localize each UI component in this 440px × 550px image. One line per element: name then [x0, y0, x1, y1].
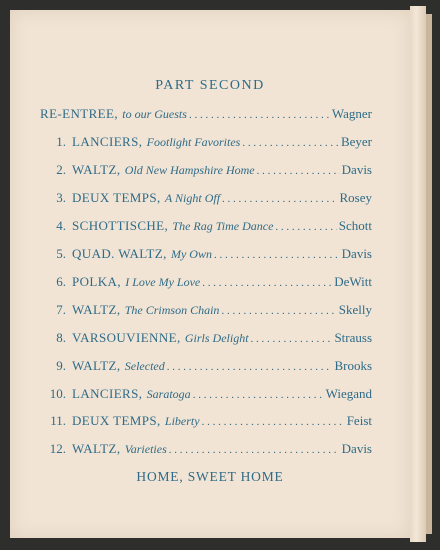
program-entry: [40, 246, 372, 264]
program-entry: [40, 162, 372, 180]
composer-name: Wagner: [331, 106, 372, 121]
tune-title: My Own: [170, 247, 212, 261]
dance-name: WALTZ,: [72, 302, 121, 317]
entry-number: 7.: [56, 302, 66, 317]
tune-title: Saratoga: [146, 387, 191, 401]
dot-leader: [257, 165, 340, 177]
dot-leader: [214, 249, 340, 261]
composer-name: Davis: [341, 246, 372, 261]
booklet-spine: [410, 6, 426, 542]
dot-leader: [221, 305, 336, 317]
program-entry: [40, 413, 372, 431]
program-entry: [40, 190, 372, 208]
dot-leader: [202, 416, 345, 428]
dance-name: WALTZ,: [72, 358, 121, 373]
dance-name: POLKA,: [72, 274, 121, 289]
tune-title: Varieties: [124, 442, 167, 456]
tune-title: A Night Off: [164, 191, 221, 205]
entry-number: 12.: [49, 441, 66, 456]
program-entry: [40, 274, 372, 292]
dot-leader: [202, 277, 332, 289]
entry-number: 9.: [56, 358, 66, 373]
program-entry: [40, 218, 372, 236]
program-entry: [40, 358, 372, 376]
entry-number: 2.: [56, 162, 66, 177]
program-entry: [40, 386, 372, 404]
composer-name: Strauss: [334, 330, 372, 345]
entry-number: 10.: [49, 386, 66, 401]
dance-name: VARSOUVIENNE,: [72, 330, 181, 345]
composer-name: Brooks: [334, 358, 372, 373]
dot-leader: [167, 361, 333, 373]
entry-number: 8.: [56, 330, 66, 345]
dot-leader: [251, 333, 333, 345]
tune-title: The Rag Time Dance: [172, 219, 274, 233]
tune-title: Girls Delight: [184, 331, 249, 345]
program-entry: [40, 106, 372, 124]
program-entry: [40, 441, 372, 459]
tune-title: Liberty: [164, 414, 200, 428]
dance-name: RE-ENTREE,: [40, 106, 119, 121]
dot-leader: [275, 221, 336, 233]
composer-name: Wiegand: [325, 386, 372, 401]
dot-leader: [169, 444, 340, 456]
tune-title: to our Guests: [122, 107, 187, 121]
entry-number: 4.: [56, 218, 66, 233]
composer-name: Rosey: [339, 190, 372, 205]
entry-number: 6.: [56, 274, 66, 289]
dot-leader: [222, 193, 337, 205]
dance-name: WALTZ,: [72, 441, 121, 456]
dance-name: LANCIERS,: [72, 386, 143, 401]
entry-number: 1.: [56, 134, 66, 149]
tune-title: Selected: [124, 359, 165, 373]
entry-number: 3.: [56, 190, 66, 205]
tune-title: Footlight Favorites: [146, 135, 241, 149]
composer-name: Feist: [346, 413, 372, 428]
dance-name: SCHOTTISCHE,: [72, 218, 169, 233]
composer-name: Beyer: [340, 134, 372, 149]
program-entry: [40, 134, 372, 152]
composer-name: DeWitt: [334, 274, 372, 289]
tune-title: I Love My Love: [125, 275, 201, 289]
entry-number: 5.: [56, 246, 66, 261]
entry-number: 11.: [50, 413, 66, 428]
dot-leader: [189, 109, 330, 121]
tune-title: Old New Hampshire Home: [124, 163, 255, 177]
dance-name: WALTZ,: [72, 162, 121, 177]
composer-name: Davis: [341, 162, 372, 177]
composer-name: Davis: [341, 441, 372, 456]
closing-song: HOME, SWEET HOME: [136, 469, 284, 484]
dot-leader: [193, 389, 324, 401]
dance-name: QUAD. WALTZ,: [72, 246, 167, 261]
dance-name: LANCIERS,: [72, 134, 143, 149]
program-entry: [40, 302, 372, 320]
composer-name: Skelly: [338, 302, 372, 317]
section-heading: PART SECOND: [155, 78, 265, 93]
dot-leader: [242, 137, 339, 149]
program-page: [10, 10, 410, 538]
dance-name: DEUX TEMPS,: [72, 190, 161, 205]
dance-name: DEUX TEMPS,: [72, 413, 161, 428]
tune-title: The Crimson Chain: [124, 303, 220, 317]
composer-name: Schott: [338, 218, 372, 233]
booklet-edge: [426, 14, 432, 534]
program-entry: [40, 330, 372, 348]
